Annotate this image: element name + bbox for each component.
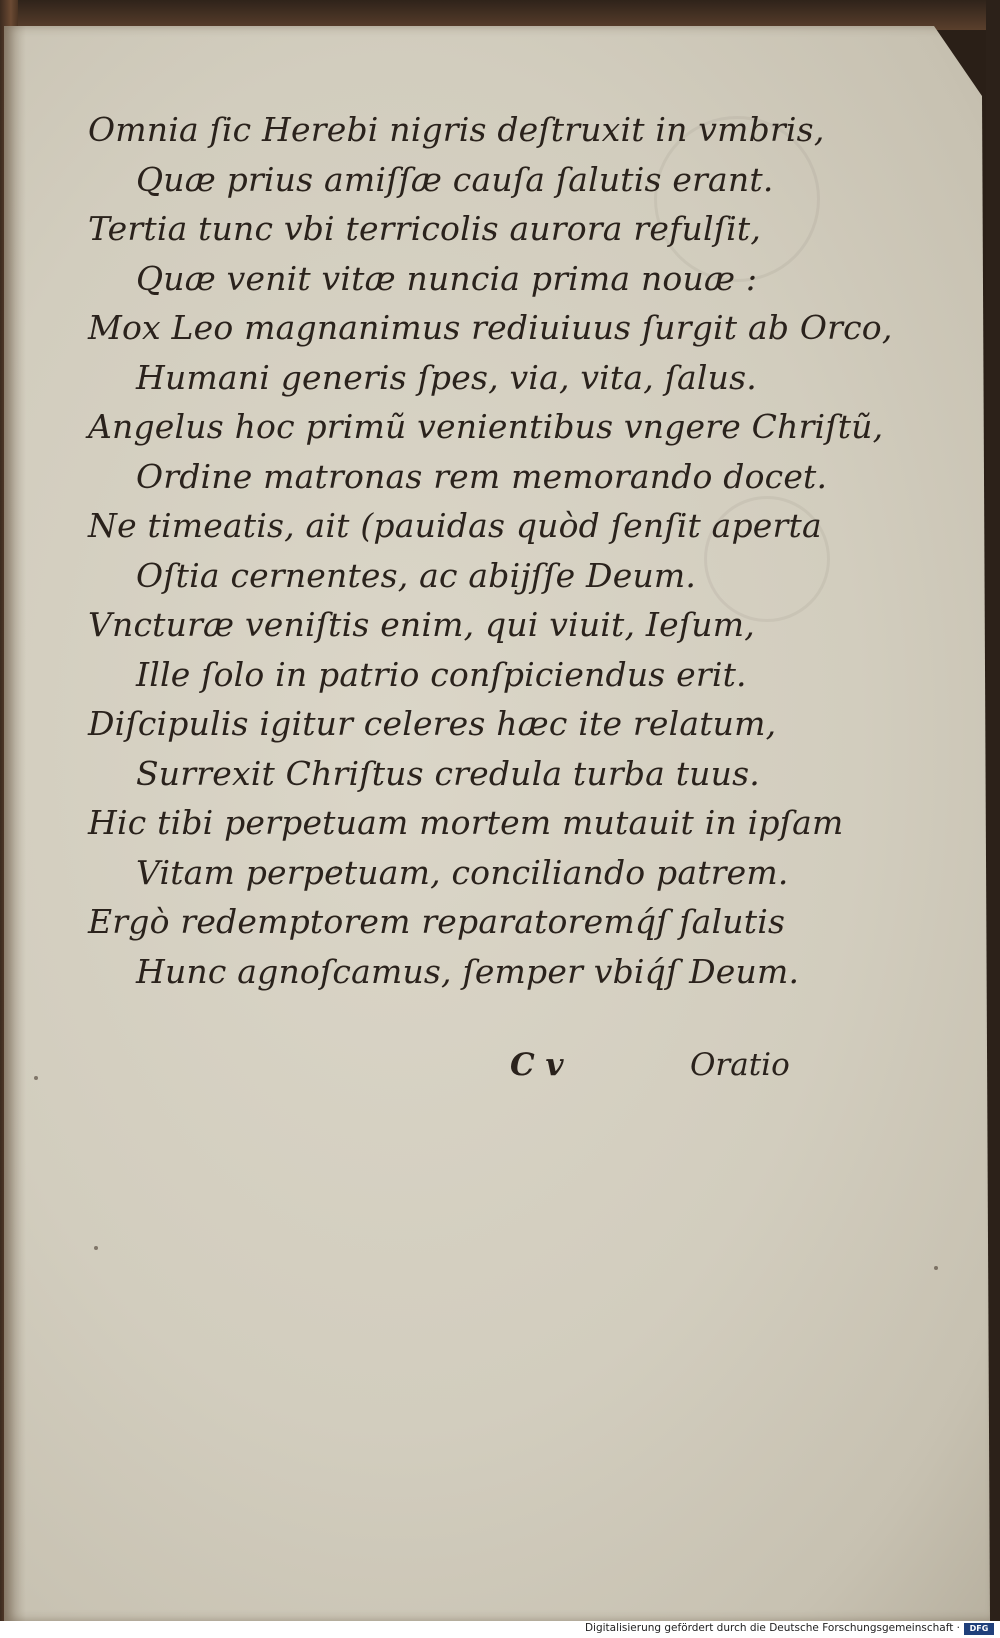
verse-line: Hic tibi perpetuam mortem mutauit in ipſam (88, 803, 844, 842)
credit-bar (0, 1621, 1000, 1638)
binding-edge-top (0, 0, 1000, 30)
verse-line: Humani generis ſpes, via, vita, ſalus. (136, 357, 757, 397)
verse-line: Tertia tunc vbi terricolis aurora refulſit, (88, 209, 762, 248)
poem-text (88, 105, 893, 996)
verse-line: Ergò redemptorem reparatoremq́ſ ſalutis (88, 902, 786, 941)
verse-line: Surrexit Chriſtus credula turba tuus. (136, 753, 760, 793)
funding-credit: Digitalisierung gefördert durch die Deutsche Forschungsgemeinschaft · (584, 1622, 960, 1634)
verse-line: Oſtia cernentes, ac abijſſe Deum. (136, 555, 697, 595)
verse-line: Mox Leo magnanimus rediuiuus ſurgit ab Orco, (88, 308, 893, 347)
verse-line: Vitam perpetuam, conciliando patrem. (136, 852, 789, 892)
paper-speck (934, 1266, 938, 1270)
verse-line: Ille ſolo in patrio conſpiciendus erit. (136, 654, 747, 694)
catchword: Oratio (690, 1047, 790, 1083)
page-footer (0, 1047, 1000, 1097)
verse-line: Omnia ſic Herebi nigris deſtruxit in vmbris, (88, 110, 825, 149)
verse-line: Ordine matronas rem memorando docet. (136, 456, 828, 496)
paper-speck (94, 1246, 98, 1250)
verse-line: Hunc agnoſcamus, ſemper vbiq́ſ Deum. (136, 951, 800, 991)
verse-line: Ne timeatis, ait (pauidas quòd ſenſit aperta (88, 506, 822, 545)
dfg-logo: DFG (964, 1623, 994, 1635)
verse-line: Vncturæ veniſtis enim, qui viuit, Ieſum, (88, 605, 755, 644)
verse-line: Quæ prius amiſſæ cauſa ſalutis erant. (136, 159, 774, 199)
verse-line: Angelus hoc primũ venientibus vngere Chriſtũ, (88, 407, 884, 446)
verse-line: Quæ venit vitæ nuncia prima nouæ : (136, 258, 758, 298)
signature-mark: C v (510, 1047, 564, 1083)
verse-line: Diſcipulis igitur celeres hæc ite relatum, (88, 704, 777, 743)
